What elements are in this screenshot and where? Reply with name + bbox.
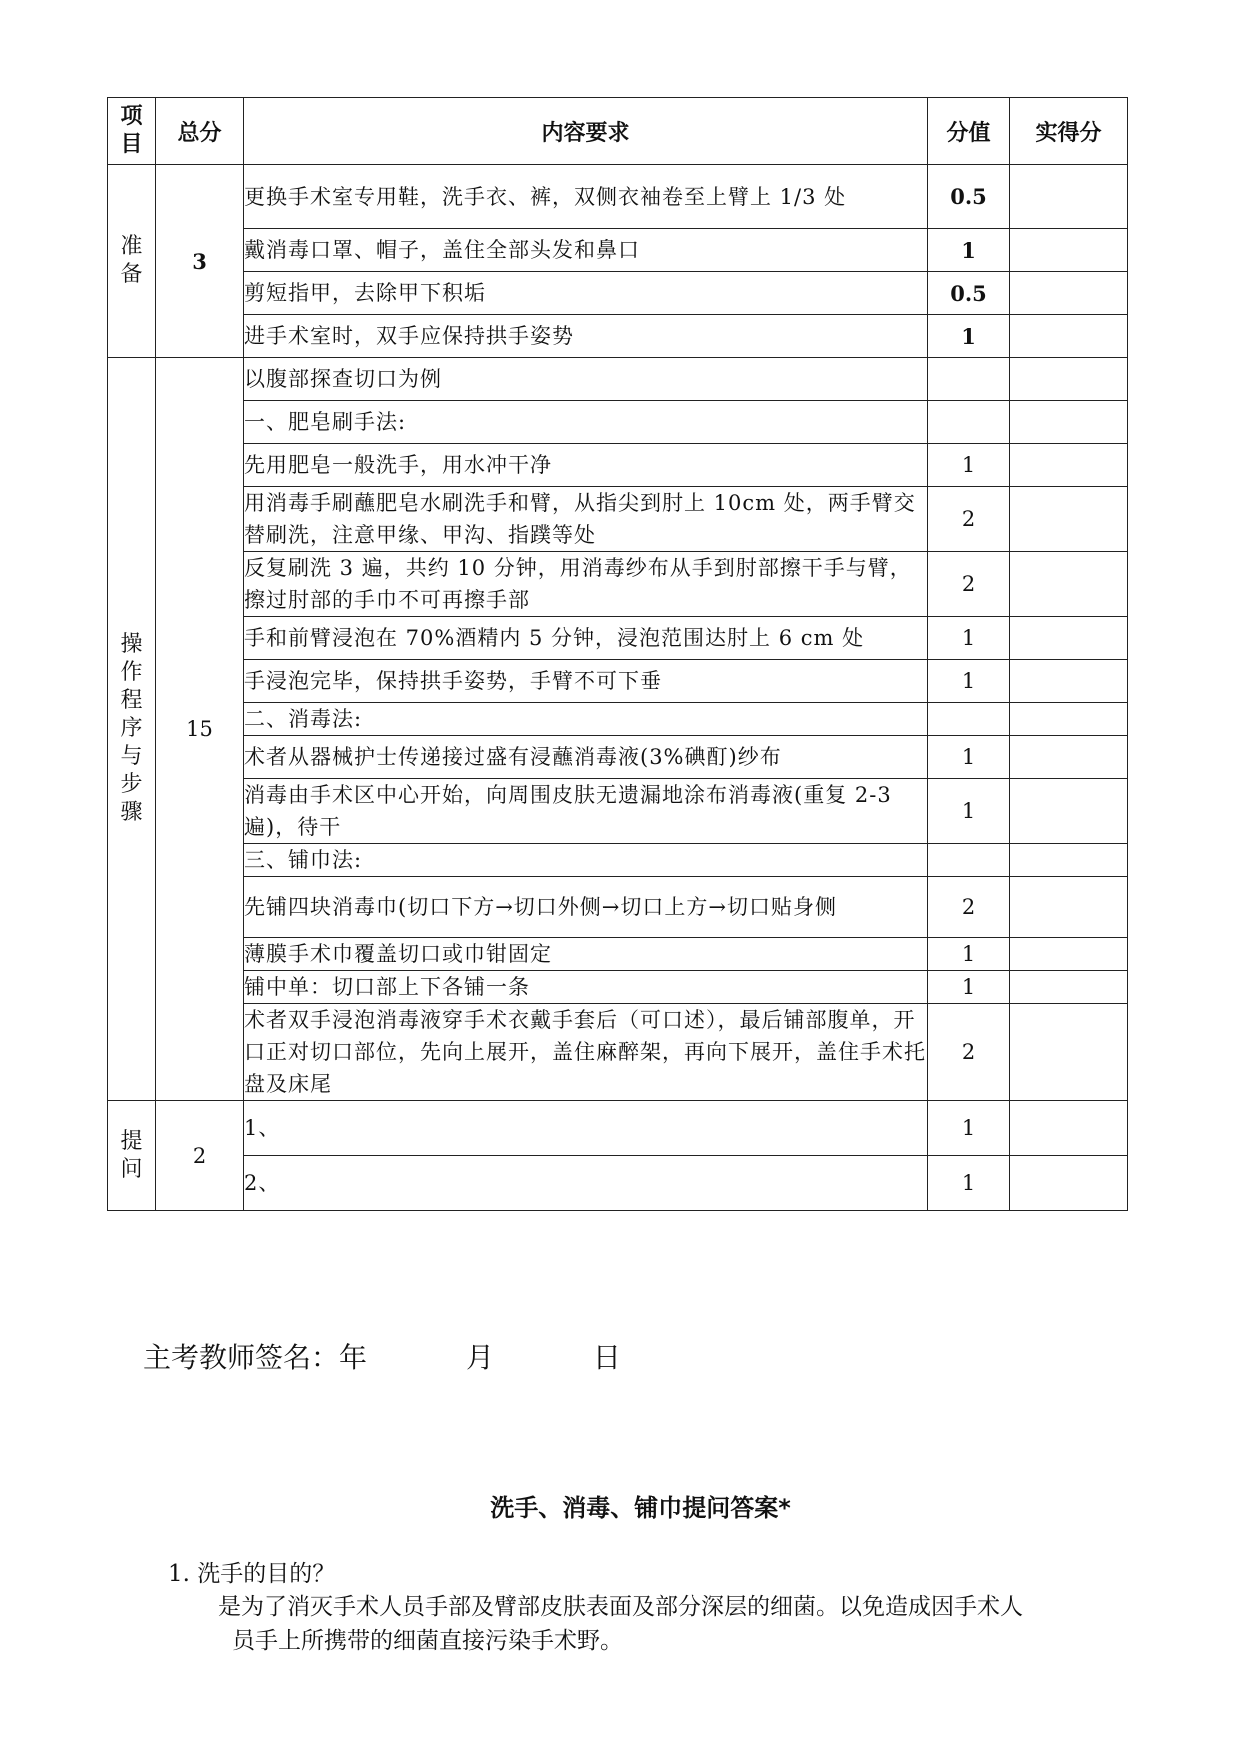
content-cell: 三、铺巾法:: [244, 844, 928, 877]
content-cell: 用消毒手刷蘸肥皂水刷洗手和臂，从指尖到肘上 10cm 处，两手臂交替刷洗，注意甲缘、甲沟、指蹼等处: [244, 487, 928, 552]
answers-title: 洗手、消毒、铺巾提问答案*: [490, 1494, 791, 1522]
answer-1-line-2: 员手上所携带的细菌直接污染手术野。: [232, 1628, 623, 1654]
header-content: 内容要求: [244, 98, 928, 165]
score-cell: 1: [928, 660, 1010, 703]
content-cell: 二、消毒法:: [244, 703, 928, 736]
content-cell: 戴消毒口罩、帽子，盖住全部头发和鼻口: [244, 229, 928, 272]
content-cell: 1、: [244, 1101, 928, 1156]
actual-score-cell[interactable]: [1010, 736, 1128, 779]
table-row: [108, 617, 1128, 660]
answer-1-line-1: 是为了消灭手术人员手部及臂部皮肤表面及部分深层的细菌。以免造成因手术人: [218, 1594, 1023, 1620]
question-1: 1. 洗手的目的？: [168, 1561, 336, 1587]
section-total: 2: [156, 1101, 244, 1211]
actual-score-cell[interactable]: [1010, 1004, 1128, 1101]
score-cell: 1: [928, 1156, 1010, 1211]
content-cell: 2、: [244, 1156, 928, 1211]
table-row: [108, 315, 1128, 358]
actual-score-cell[interactable]: [1010, 703, 1128, 736]
content-cell: 反复刷洗 3 遍，共约 10 分钟，用消毒纱布从手到肘部擦干手与臂，擦过肘部的手巾不可再擦手部: [244, 552, 928, 617]
score-cell: 1: [928, 229, 1010, 272]
content-cell: 进手术室时，双手应保持拱手姿势: [244, 315, 928, 358]
score-cell: 1: [928, 1101, 1010, 1156]
actual-score-cell[interactable]: [1010, 660, 1128, 703]
table-row: [108, 971, 1128, 1004]
table-row: [108, 401, 1128, 444]
actual-score-cell[interactable]: [1010, 358, 1128, 401]
content-cell: 以腹部探查切口为例: [244, 358, 928, 401]
table-row: [108, 358, 1128, 401]
table-row: [108, 444, 1128, 487]
table-row: [108, 877, 1128, 938]
table-row: [108, 779, 1128, 844]
header-row: [108, 98, 1128, 165]
table-row: [108, 229, 1128, 272]
score-cell: 1: [928, 444, 1010, 487]
actual-score-cell[interactable]: [1010, 552, 1128, 617]
content-cell: 一、肥皂刷手法:: [244, 401, 928, 444]
answer-1: [218, 1590, 1118, 1658]
score-cell: 1: [928, 938, 1010, 971]
table-row: [108, 660, 1128, 703]
table-row: [108, 844, 1128, 877]
actual-score-cell[interactable]: [1010, 444, 1128, 487]
actual-score-cell[interactable]: [1010, 877, 1128, 938]
signature-label: 主考教师签名：: [143, 1341, 340, 1374]
score-cell: 1: [928, 971, 1010, 1004]
signature-month: 月: [465, 1341, 494, 1374]
section-total: 15: [156, 358, 244, 1101]
header-total: 总分: [156, 98, 244, 165]
score-cell: 2: [928, 552, 1010, 617]
content-cell: 先用肥皂一般洗手，用水冲干净: [244, 444, 928, 487]
actual-score-cell[interactable]: [1010, 401, 1128, 444]
actual-score-cell[interactable]: [1010, 779, 1128, 844]
table-row: [108, 703, 1128, 736]
content-cell: 手浸泡完毕，保持拱手姿势，手臂不可下垂: [244, 660, 928, 703]
examiner-signature: [143, 1336, 621, 1376]
signature-day: 日: [592, 1341, 621, 1374]
header-item: 项目: [108, 98, 156, 165]
actual-score-cell[interactable]: [1010, 272, 1128, 315]
content-cell: 术者从器械护士传递接过盛有浸蘸消毒液(3%碘酊)纱布: [244, 736, 928, 779]
actual-score-cell[interactable]: [1010, 229, 1128, 272]
content-cell: 更换手术室专用鞋，洗手衣、裤，双侧衣袖卷至上臂上 1/3 处: [244, 165, 928, 229]
table-row: [108, 272, 1128, 315]
content-cell: 剪短指甲，去除甲下积垢: [244, 272, 928, 315]
content-cell: 术者双手浸泡消毒液穿手术衣戴手套后（可口述），最后铺部腹单，开口正对切口部位，先向上展开，盖住麻醉架，再向下展开，盖住手术托盘及床尾: [244, 1004, 928, 1101]
score-cell: [928, 358, 1010, 401]
table-row: [108, 1004, 1128, 1101]
actual-score-cell[interactable]: [1010, 1101, 1128, 1156]
actual-score-cell[interactable]: [1010, 844, 1128, 877]
actual-score-cell[interactable]: [1010, 487, 1128, 552]
score-cell: 2: [928, 487, 1010, 552]
table-row: [108, 736, 1128, 779]
score-cell: 1: [928, 617, 1010, 660]
table-row: [108, 1156, 1128, 1211]
table-row: [108, 938, 1128, 971]
score-cell: 1: [928, 315, 1010, 358]
actual-score-cell[interactable]: [1010, 1156, 1128, 1211]
score-cell: 0.5: [928, 272, 1010, 315]
score-cell: 1: [928, 779, 1010, 844]
section-name: 操作程序与步骤: [108, 358, 156, 1101]
score-cell: 2: [928, 877, 1010, 938]
score-cell: [928, 401, 1010, 444]
actual-score-cell[interactable]: [1010, 938, 1128, 971]
section-name: 提问: [108, 1101, 156, 1211]
score-cell: [928, 844, 1010, 877]
score-cell: 1: [928, 736, 1010, 779]
actual-score-cell[interactable]: [1010, 315, 1128, 358]
content-cell: 手和前臂浸泡在 70%酒精内 5 分钟，浸泡范围达肘上 6 cm 处: [244, 617, 928, 660]
actual-score-cell[interactable]: [1010, 165, 1128, 229]
content-cell: 铺中单：切口部上下各铺一条: [244, 971, 928, 1004]
table-row: [108, 487, 1128, 552]
section-name: 准备: [108, 165, 156, 358]
content-cell: 薄膜手术巾覆盖切口或巾钳固定: [244, 938, 928, 971]
header-actual: 实得分: [1010, 98, 1128, 165]
section-total: 3: [156, 165, 244, 358]
header-score: 分值: [928, 98, 1010, 165]
score-cell: 0.5: [928, 165, 1010, 229]
score-cell: [928, 703, 1010, 736]
signature-year: 年: [339, 1341, 368, 1374]
score-table: [107, 97, 1128, 1211]
actual-score-cell[interactable]: [1010, 617, 1128, 660]
score-cell: 2: [928, 1004, 1010, 1101]
actual-score-cell[interactable]: [1010, 971, 1128, 1004]
table-row: [108, 1101, 1128, 1156]
content-cell: 消毒由手术区中心开始，向周围皮肤无遗漏地涂布消毒液(重复 2-3 遍)，待干: [244, 779, 928, 844]
table-row: [108, 552, 1128, 617]
content-cell: 先铺四块消毒巾(切口下方→切口外侧→切口上方→切口贴身侧: [244, 877, 928, 938]
table-row: [108, 165, 1128, 229]
